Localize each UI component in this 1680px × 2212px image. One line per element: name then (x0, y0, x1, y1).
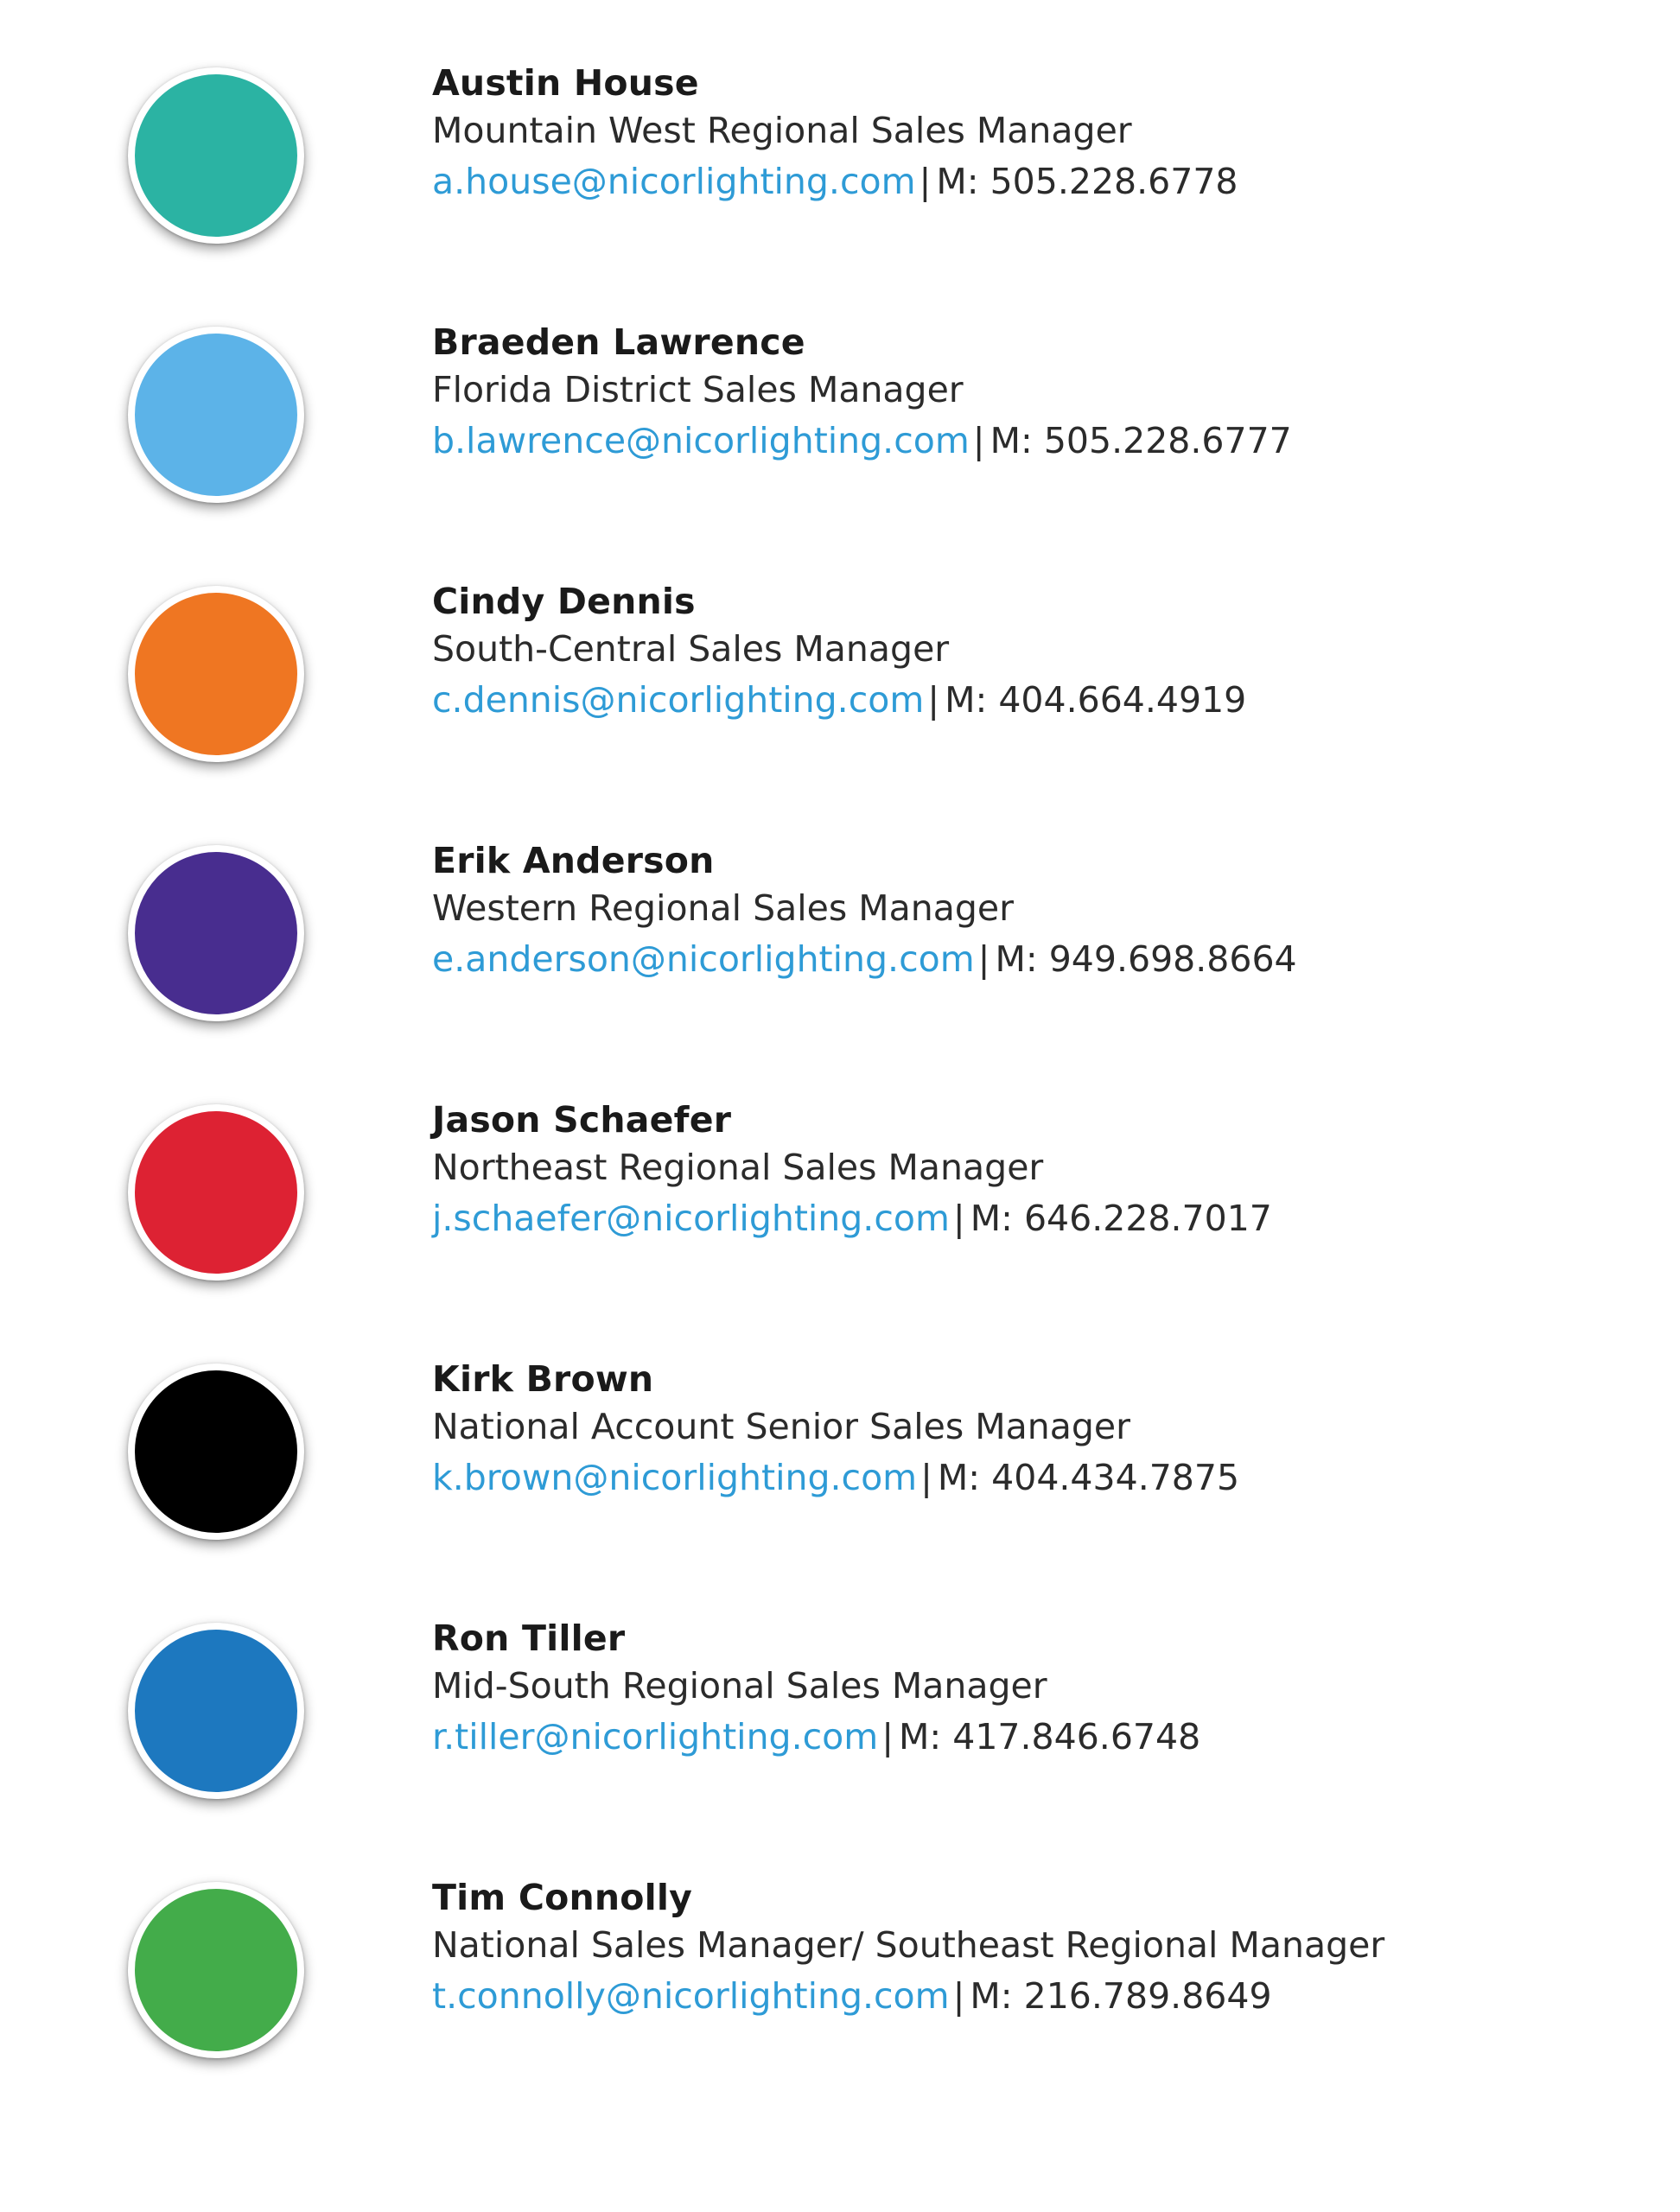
contact-row (0, 1348, 1680, 1607)
avatar-tim-connolly (128, 1882, 304, 2058)
avatar-cindy-dennis (128, 586, 304, 762)
phone-number: M: 216.789.8649 (970, 1975, 1272, 2018)
contact-line (432, 1973, 1680, 2020)
contact-title: South-Central Sales Manager (432, 628, 950, 671)
contact-name: Braeden Lawrence (432, 321, 805, 363)
contact-line (432, 677, 1680, 724)
email-link[interactable]: c.dennis@nicorlighting.com (432, 679, 925, 721)
email-link[interactable]: t.connolly@nicorlighting.com (432, 1975, 950, 2018)
contact-line (432, 158, 1680, 206)
contact-info (432, 830, 1680, 983)
contact-row (0, 1607, 1680, 1866)
separator: | (881, 1716, 894, 1758)
contact-info (432, 570, 1680, 724)
avatar-kirk-brown (128, 1363, 304, 1540)
phone-number: M: 417.846.6748 (899, 1716, 1201, 1758)
contact-line (432, 1713, 1680, 1761)
separator: | (927, 679, 940, 721)
contact-line (432, 936, 1680, 983)
email-link[interactable]: k.brown@nicorlighting.com (432, 1457, 918, 1499)
email-link[interactable]: b.lawrence@nicorlighting.com (432, 420, 970, 462)
phone-number: M: 505.228.6778 (936, 161, 1238, 203)
avatar-braeden-lawrence (128, 327, 304, 503)
contact-title: National Sales Manager/ Southeast Regional Manager (432, 1924, 1385, 1967)
contact-row (0, 830, 1680, 1089)
contact-name: Kirk Brown (432, 1358, 654, 1400)
contact-info (432, 311, 1680, 465)
separator: | (920, 1457, 932, 1499)
phone-number: M: 404.434.7875 (937, 1457, 1240, 1499)
separator: | (977, 938, 990, 981)
avatar-erik-anderson (128, 845, 304, 1021)
contact-name: Cindy Dennis (432, 581, 696, 622)
contact-title: Mountain West Regional Sales Manager (432, 110, 1132, 152)
contact-row (0, 570, 1680, 830)
contact-name: Erik Anderson (432, 840, 715, 881)
avatar-ron-tiller (128, 1623, 304, 1799)
avatar-jason-schaefer (128, 1104, 304, 1281)
contact-line (432, 1454, 1680, 1502)
contact-line (432, 417, 1680, 465)
contact-name: Austin House (432, 62, 699, 104)
contact-name: Jason Schaefer (432, 1099, 732, 1141)
avatar-cell (0, 1089, 432, 1281)
contact-info (432, 1607, 1680, 1761)
avatar-cell (0, 830, 432, 1021)
avatar-cell (0, 1607, 432, 1799)
separator: | (952, 1975, 965, 2018)
contact-row (0, 1089, 1680, 1348)
avatar-cell (0, 570, 432, 762)
contact-name: Ron Tiller (432, 1618, 626, 1659)
contact-title: Western Regional Sales Manager (432, 887, 1014, 930)
contact-title: National Account Senior Sales Manager (432, 1406, 1130, 1448)
phone-number: M: 949.698.8664 (995, 938, 1297, 981)
avatar-cell (0, 1866, 432, 2058)
email-link[interactable]: r.tiller@nicorlighting.com (432, 1716, 879, 1758)
contact-info (432, 1348, 1680, 1502)
phone-number: M: 404.664.4919 (945, 679, 1247, 721)
email-link[interactable]: a.house@nicorlighting.com (432, 161, 916, 203)
contact-row (0, 1866, 1680, 2126)
avatar-cell (0, 311, 432, 503)
separator: | (952, 1198, 965, 1240)
contact-row (0, 311, 1680, 570)
contact-row (0, 52, 1680, 311)
phone-number: M: 505.228.6777 (990, 420, 1292, 462)
email-link[interactable]: e.anderson@nicorlighting.com (432, 938, 975, 981)
email-link[interactable]: j.schaefer@nicorlighting.com (432, 1198, 950, 1240)
avatar-cell (0, 52, 432, 244)
contact-name: Tim Connolly (432, 1877, 693, 1918)
separator: | (919, 161, 932, 203)
separator: | (972, 420, 985, 462)
contact-line (432, 1195, 1680, 1243)
avatar-cell (0, 1348, 432, 1540)
contact-info (432, 1089, 1680, 1243)
contact-info (432, 52, 1680, 206)
contact-title: Florida District Sales Manager (432, 369, 964, 411)
phone-number: M: 646.228.7017 (970, 1198, 1272, 1240)
avatar-austin-house (128, 67, 304, 244)
contact-info (432, 1866, 1680, 2020)
contact-title: Northeast Regional Sales Manager (432, 1147, 1044, 1189)
contact-title: Mid-South Regional Sales Manager (432, 1665, 1047, 1707)
